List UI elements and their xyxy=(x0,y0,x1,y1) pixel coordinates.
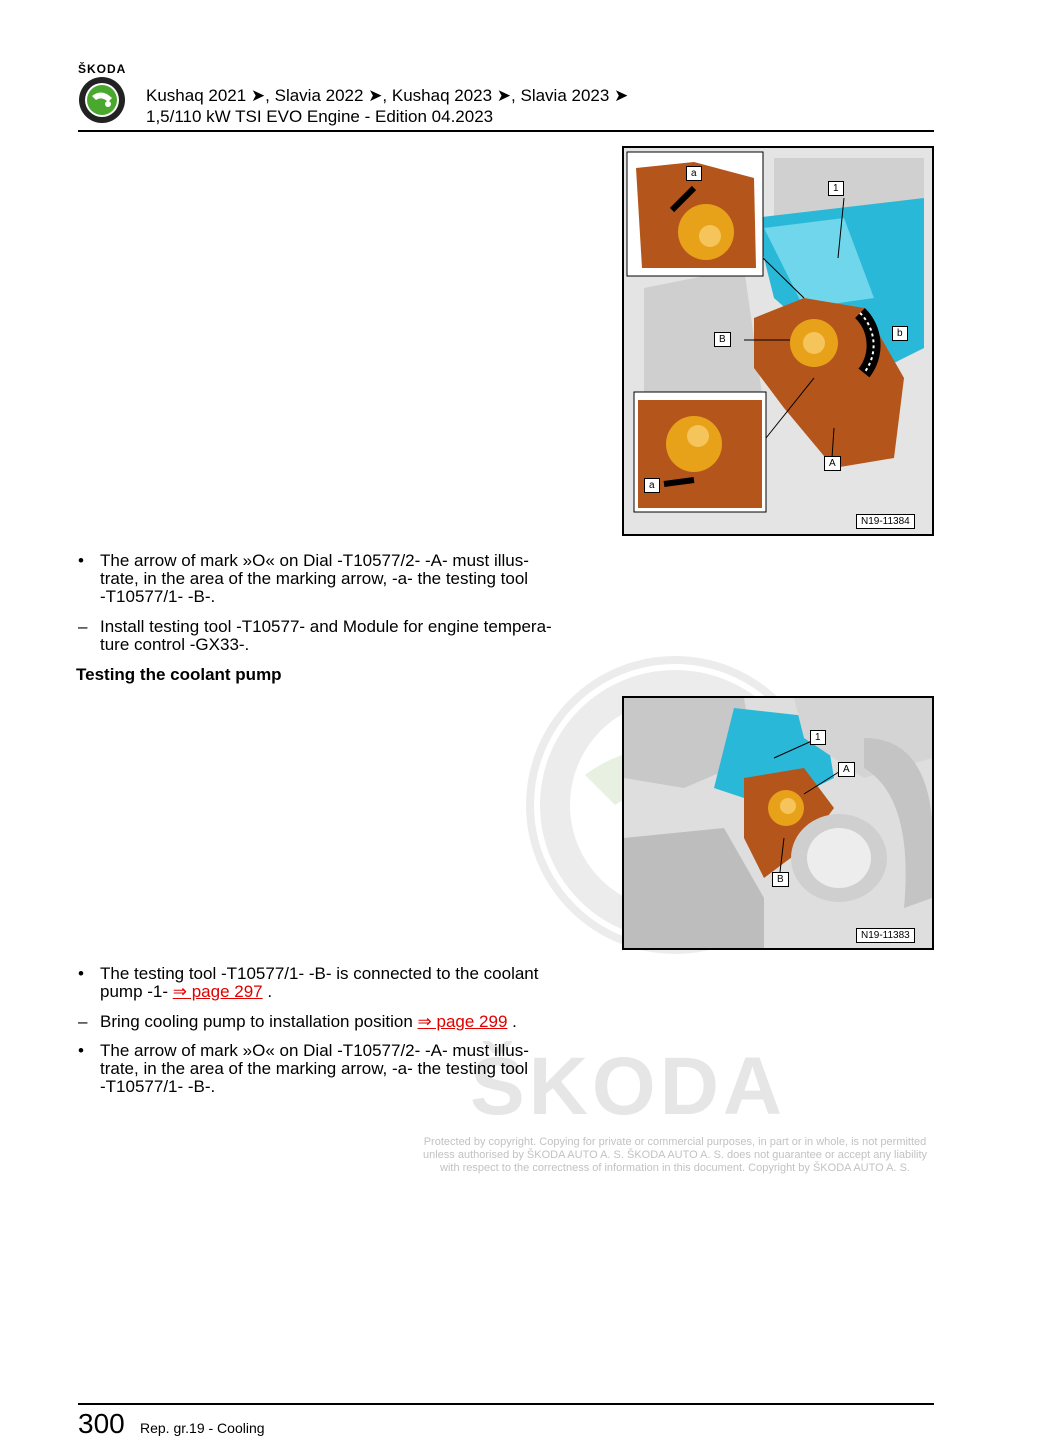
list-item-text-end: . xyxy=(262,982,273,1001)
figure-label: N19-11383 xyxy=(856,928,915,943)
figure-n19-11383 xyxy=(622,696,934,950)
callout-A: A xyxy=(824,456,841,471)
callout-B: B xyxy=(772,872,789,887)
bullet-marker: • xyxy=(78,1041,84,1060)
bullet-marker: • xyxy=(78,964,84,983)
bullet-marker: • xyxy=(78,551,84,570)
dash-marker: – xyxy=(78,1012,88,1031)
engine-illustration-1 xyxy=(624,148,932,534)
list-item xyxy=(78,552,578,606)
dash-marker: – xyxy=(78,617,88,636)
list-item-text: The arrow of mark »O« on Dial -T10577/2- -A- must illus- trate, in the area of the marking arrow, -a- the testing tool -T10577/1- -B-. xyxy=(100,551,529,606)
page-297-link[interactable]: ⇒ page 297 xyxy=(172,982,263,1001)
callout-1: 1 xyxy=(810,730,826,745)
header-rule xyxy=(78,130,934,132)
list-item xyxy=(78,618,578,654)
list-item xyxy=(78,1042,578,1096)
list-item-text: Install testing tool -T10577- and Module for engine tempera- ture control -GX33-. xyxy=(100,617,552,654)
callout-A: A xyxy=(838,762,855,777)
list-item-text: The arrow of mark »O« on Dial -T10577/2- -A- must illus- trate, in the area of the marking arrow, -a- the testing tool -T10577/1- -B-. xyxy=(100,1041,529,1096)
page-number: 300 xyxy=(78,1408,125,1439)
figure-n19-11384 xyxy=(622,146,934,536)
section-heading: Testing the coolant pump xyxy=(76,665,282,684)
skoda-watermark-text: ŠKODA xyxy=(470,1041,787,1132)
chapter-label: Rep. gr.19 - Cooling xyxy=(140,1420,265,1436)
skoda-logo-icon xyxy=(78,76,126,124)
list-item-text-end: . xyxy=(507,1012,517,1031)
page-299-link[interactable]: ⇒ page 299 xyxy=(417,1012,508,1031)
brand-wordmark: ŠKODA xyxy=(78,62,127,76)
list-item xyxy=(78,1013,578,1031)
callout-a-top: a xyxy=(686,166,702,181)
list-item xyxy=(78,965,578,1001)
header-vehicle-models: Kushaq 2021 ➤, Slavia 2022 ➤, Kushaq 2023 ➤, Slavia 2023 ➤ xyxy=(146,86,629,105)
figure-label: N19-11384 xyxy=(856,514,915,529)
callout-1: 1 xyxy=(828,181,844,196)
copyright-notice: Protected by copyright. Copying for private or commercial purposes, in part or in whole, is not permitted unless authorised by ŠKODA AUTO A. S. ŠKODA AUTO A. S. does not guarantee or accept any liability with respect to the correctness of information in this document. Copyright by ŠKODA AUTO A. S. xyxy=(422,1136,928,1174)
callout-a-bottom: a xyxy=(644,478,660,493)
callout-b: b xyxy=(892,326,908,341)
header-engine-edition: 1,5/110 kW TSI EVO Engine - Edition 04.2023 xyxy=(146,107,494,126)
callout-B: B xyxy=(714,332,731,347)
list-item-text: The testing tool -T10577/1- -B- is connected to the coolant pump -1- xyxy=(100,964,539,1001)
engine-illustration-2 xyxy=(624,698,932,948)
list-item-text: Bring cooling pump to installation position xyxy=(100,1012,418,1031)
footer-rule xyxy=(78,1403,934,1405)
